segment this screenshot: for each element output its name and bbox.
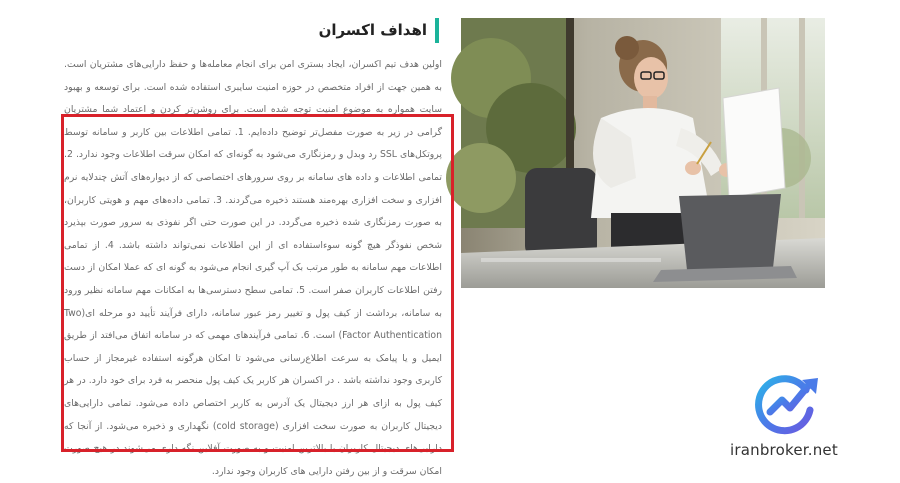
section-header [60, 17, 439, 43]
title-accent-bar [435, 18, 439, 43]
brand-name: iranbroker.net [730, 441, 838, 459]
article-photo [461, 18, 825, 288]
trending-up-chart-icon [752, 370, 824, 436]
section-title: اهداف اکسران [318, 21, 427, 39]
businesswoman-photo-illustration [461, 18, 825, 288]
article-paragraph: اولین هدف تیم اکسران، ایجاد بستری امن برای انجام معامله‌ها و حفظ دارایی‌های مشتریان است. به همین جهت از افراد متخصص در حوزه امنیت سایبری استفاده شده است. برای توسعه و بهبود سایت همواره به موضوع امنیت توجه شده است. برای روشن‌تر کردن و اعتماد شما مشتریان گرامی در زیر به صورت مفصل‌تر توضیح داده‌ایم. 1. تمامی اطلاعات بین کاربر و سامانه توسط پروتکل‌های SSL رد وبدل و رمزنگاری می‌شود به گونه‌ای که امکان سرقت اطلاعات وجود ندارد. 2. تمامی اطلاعات و داده های سامانه بر روی سرورهای اختصاصی که از دیواره‌های آتش چندلایه نرم افزاری و سخت افزاری بهره‌مند هستند ذخیره می‌گردند. 3. تمامی داده‌های مهم و هویتی کاربران، به صورت رمزنگاری شده ذخیره می‌گردد. در این صورت حتی اگر نفوذی به سرور صورت بپذیرد شخص نفوذگر هیچ گونه سوءاستفاده ای از این اطلاعات نمی‌تواند داشته باشد. 4. از تمامی اطلاعات مهم سامانه به طور مرتب بک آپ گیری انجام می‌شود به گونه ای که عملا امکان از دست رفتن اطلاعات کاربران صفر است. 5. تمامی سطح دسترسی‌ها به امکانات مهم سامانه نظیر ورود به سامانه، برداشت از کیف پول و تغییر رمز عبور سامانه، دارای فرآیند تأیید دو مرحله ای(Two Factor Authentication) است. 6. تمامی فرآیندهای مهمی که در سامانه اتفاق می‌افتد از طریق ایمیل و یا پیامک به سرعت اطلاع‌رسانی می‌شود تا امکان هرگونه استفاده غیرمجاز از حساب کاربری وجود نداشته باشد . در اکسران هر کاربر یک کیف پول منحصر به فرد برای خود دارد. در هر کیف پول به ازای هر ارز دیجیتال یک آدرس به کاربر اختصاص داده می‌شود. تمامی دارایی‌های دیجیتال کاربران به صورت سخت افزاری (cold storage) نگهداری و ذخیره می‌شود. از آنجا که دارایی‌های دیجیتال کاربران با بالاترین امنیت و به صورت آفلاین نگه داری می‌شوند در هیچ صورت امکان سرقت و از بین رفتن دارایی های کاربران وجود ندارد. [64, 59, 443, 477]
